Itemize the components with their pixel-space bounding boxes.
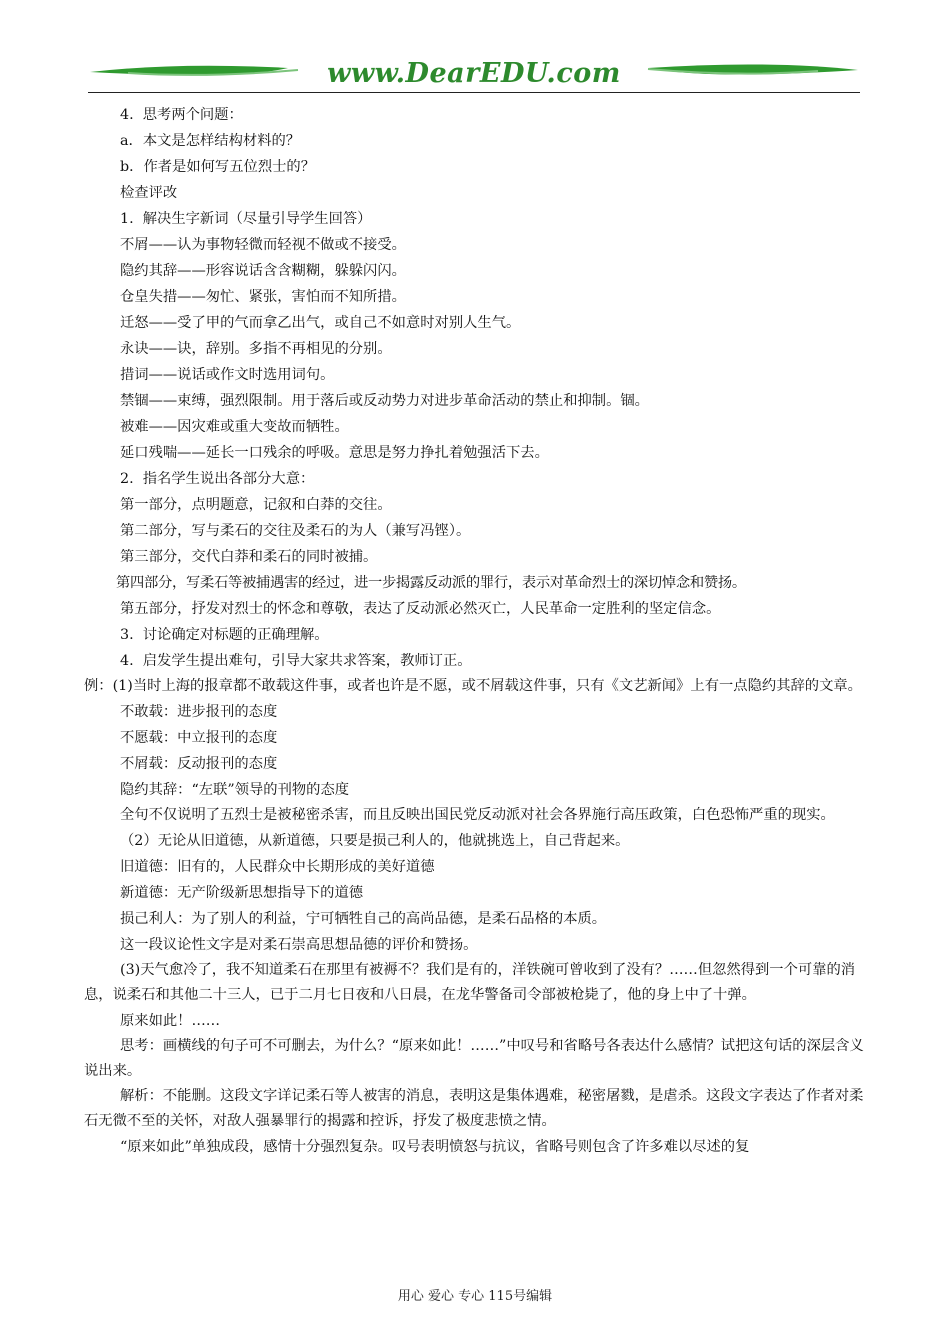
paragraph: 禁锢——束缚，强烈限制。用于落后或反动势力对进步革命活动的禁止和抑制。锢。 [120,393,649,409]
paragraph: 第一部分，点明题意，记叙和白莽的交往。 [120,497,392,513]
paragraph: 解析：不能删。这段文字详记柔石等人被害的消息，表明这是集体遇难，秘密屠戮，是虐杀。这段文字表达了作者对柔石无微不至的关怀，对敌人强暴罪行的揭露和控诉，抒发了极度悲愤之情。 [84,1088,864,1129]
paragraph: 措词——说话或作文时选用词句。 [120,367,335,383]
paragraph: 2. 指名学生说出各部分大意： [120,471,315,487]
paragraph: 旧道德：旧有的，人民群众中长期形成的美好道德 [120,859,435,875]
page-footer: 用心 爱心 专心 115号编辑 [397,1289,553,1304]
paragraph: 不屑载：反动报刊的态度 [120,756,278,772]
paragraph: 新道德：无产阶级新思想指导下的道德 [120,885,364,901]
site-logo-text[interactable]: www.DearEDU.com [327,58,621,89]
paragraph: 例：(1)当时上海的报章都不敢载这件事，或者也许是不愿，或不屑载这件事，只有《文艺新闻》上有一点隐约其辞的文章。 [84,678,862,694]
paragraph: 被难——因灾难或重大变故而牺牲。 [120,419,349,435]
paragraph: 检查评改 [120,185,178,201]
paragraph: 仓皇失措——匆忙、紧张，害怕而不知所措。 [120,289,406,305]
paragraph: 不屑——认为事物轻微而轻视不做或不接受。 [120,237,406,253]
paragraph: 延口残喘——延长一口残余的呼吸。意思是努力挣扎着勉强活下去。 [120,445,549,461]
paragraph: 第三部分，交代白莽和柔石的同时被捕。 [120,549,378,565]
paragraph: 隐约其辞——形容说话含含糊糊，躲躲闪闪。 [120,263,406,279]
paragraph: a．本文是怎样结构材料的？ [120,133,301,149]
paragraph: 这一段议论性文字是对柔石崇高思想品德的评价和赞扬。 [120,937,478,953]
paragraph: 第二部分，写与柔石的交往及柔石的为人（兼写冯铿）。 [120,523,471,539]
paragraph: 损己利人：为了别人的利益，宁可牺牲自己的高尚品德，是柔石品格的本质。 [120,911,607,927]
paragraph: 思考：画横线的句子可不可删去，为什么？“原来如此！……”中叹号和省略号各表达什么感情？试把这句话的深层含义说出来。 [84,1038,864,1079]
paragraph: （2）无论从旧道德，从新道德，只要是损己利人的，他就挑选上，自己背起来。 [120,833,630,849]
paragraph: 全句不仅说明了五烈士是被秘密杀害，而且反映出国民党反动派对社会各界施行高压政策，白色恐怖严重的现实。 [120,807,835,823]
paragraph: 迁怒——受了甲的气而拿乙出气，或自己不如意时对别人生气。 [120,315,521,331]
paragraph: 第五部分，抒发对烈士的怀念和尊敬，表达了反动派必然灭亡，人民革命一定胜利的坚定信念。 [120,601,721,617]
paragraph: 永诀——诀，辞别。多指不再相见的分别。 [120,341,392,357]
paragraph: b．作者是如何写五位烈士的？ [120,159,316,175]
paragraph: 隐约其辞：“左联”领导的刊物的态度 [120,782,350,798]
paragraph: 不愿载：中立报刊的态度 [120,730,278,746]
site-header-banner [88,56,860,96]
paragraph: 不敢载：进步报刊的态度 [120,704,278,720]
paragraph: 1. 解决生字新词（尽量引导学生回答） [120,211,372,227]
paragraph: 3. 讨论确定对标题的正确理解。 [120,627,329,643]
header-divider [88,92,860,93]
paragraph: 原来如此！…… [120,1013,221,1029]
document-body [84,102,865,1160]
paragraph: 4. 思考两个问题： [120,107,243,123]
paragraph: 第四部分，写柔石等被捕遇害的经过，进一步揭露反动派的罪行，表示对革命烈士的深切悼念和赞扬。 [116,575,746,591]
paragraph: (3)天气愈冷了，我不知道柔石在那里有被褥不？我们是有的，洋铁碗可曾收到了没有？……但忽然得到一个可靠的消息，说柔石和其他二十三人，已于二月七日夜和八日晨，在龙华警备司令部被枪毙了，他的身上中了十弹。 [84,962,856,1003]
paragraph: “原来如此”单独成段，感情十分强烈复杂。叹号表明愤怒与抗议，省略号则包含了许多难以尽述的复 [120,1139,750,1155]
paragraph: 4. 启发学生提出难句，引导大家共求答案，教师订正。 [120,653,472,669]
